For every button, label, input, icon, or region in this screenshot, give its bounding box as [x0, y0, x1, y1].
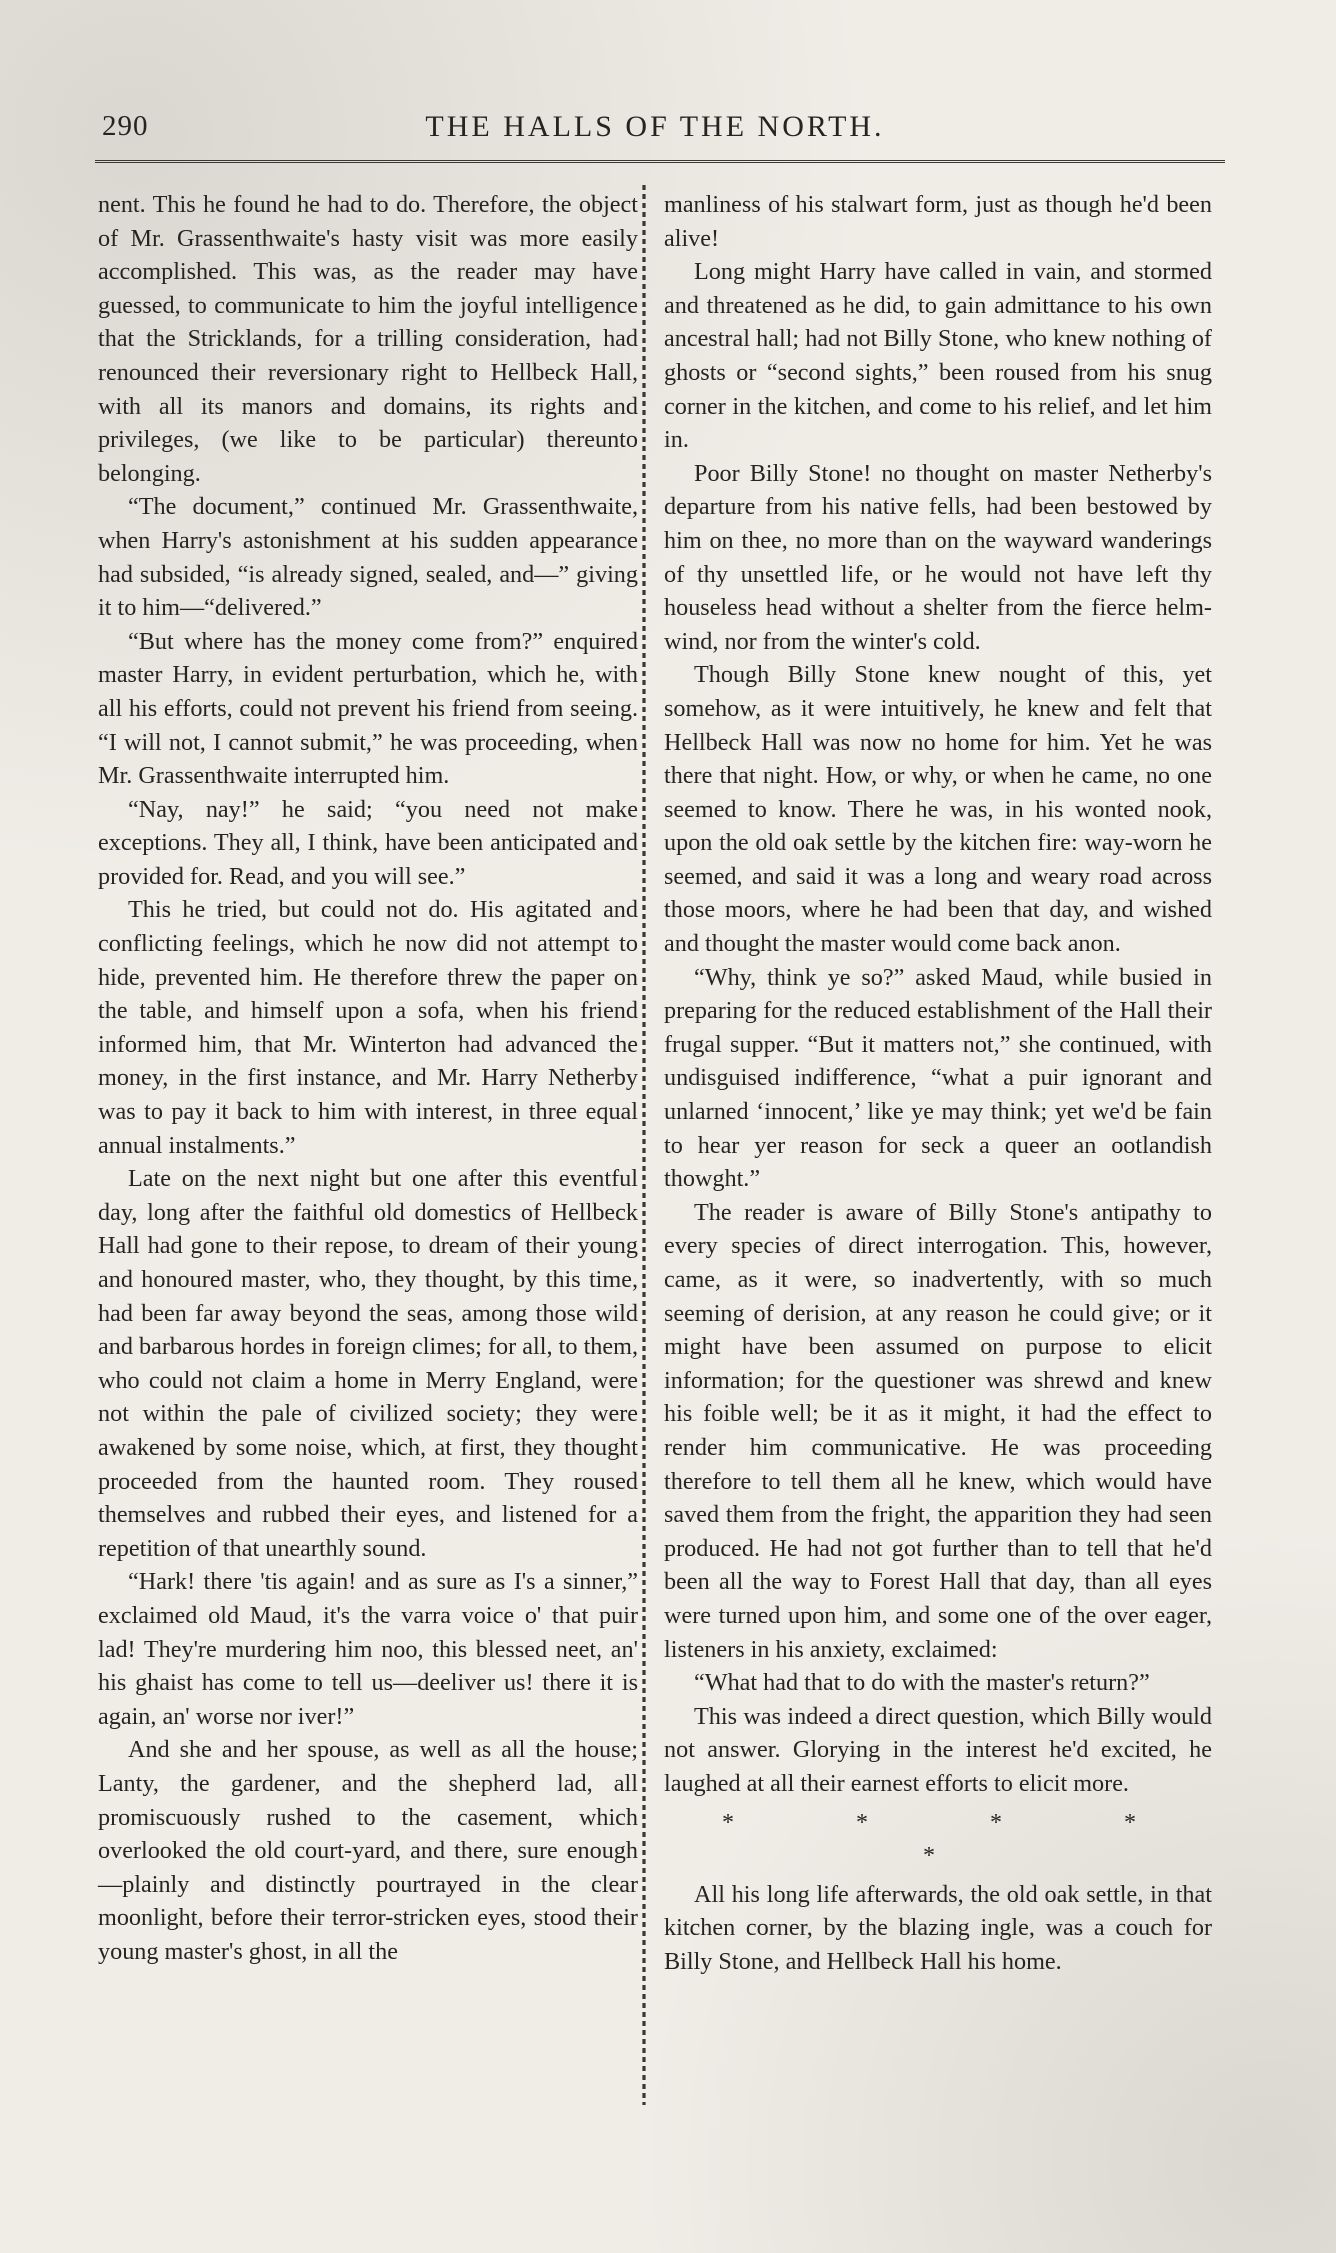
paragraph: Though Billy Stone knew nought of this, yet somehow, as it were intuitively, he knew and felt that Hellbeck Hall was now no home for him. Yet he was there that night. How, or why, or when he came, no one seemed to know. There he was, in his wonted nook, upon the old oak settle by the kitchen fire: way-worn he seemed, and said it was a long and weary road across those moors, where he had been that day, and wished and thought the master would come back anon.	[664, 661, 1212, 958]
page-header	[80, 110, 1230, 160]
header-rule	[95, 160, 1225, 163]
page-number: 290	[102, 110, 149, 142]
column-divider	[640, 185, 648, 2105]
paragraph: The reader is aware of Billy Stone's antipathy to every species of direct interrogation. This, however, came, as it were, so inadvertently, with so much seeming of derision, at any reason he could give; or it might have been assumed on purpose to elicit information; for the questioner was shrewd and knew his foible well; be it as it might, it had the effect to render him communicative. He was proceeding therefore to tell them all he knew, which would have saved them from the fright, the apparition they had seen produced. He had not got further than to tell that he'd been all the way to Forest Hall that day, than all eyes were turned upon him, and some one of the over eager, listeners in his anxiety, exclaimed:	[664, 1198, 1212, 1663]
section-separator: * * * * *	[722, 1809, 1194, 1870]
paragraph: “But where has the money come from?” enquired master Harry, in evident perturbation, which he, with all his efforts, could not prevent his friend from seeing. “I will not, I cannot submit,” he was proceeding, when Mr. Grassenthwaite interrupted him.	[98, 627, 638, 790]
paragraph: This was indeed a direct question, which Billy would not answer. Glorying in the interest he'd excited, he laughed at all their earnest efforts to elicit more.	[664, 1702, 1212, 1797]
paragraph: nent. This he found he had to do. Therefore, the object of Mr. Grassenthwaite's hasty visit was more easily accomplished. This was, as the reader may have guessed, to communicate to him the joyful intelligence that the Stricklands, for a trilling consideration, had renounced their reversionary right to Hellbeck Hall, with all its manors and domains, its rights and privileges, (we like to be particular) thereunto belonging.	[98, 191, 638, 487]
paragraph: Poor Billy Stone! no thought on master Netherby's departure from his native fells, had been bestowed by him on thee, no more than on the wayward wanderings of thy unsettled life, or he would not have left thy houseless head without a shelter from the fierce helm-wind, nor from the winter's cold.	[664, 459, 1212, 655]
paragraph: “Nay, nay!” he said; “you need not make exceptions. They all, I think, have been anticipated and provided for. Read, and you will see.”	[98, 795, 638, 890]
right-column	[664, 188, 1212, 1978]
paragraph: “Why, think ye so?” asked Maud, while busied in preparing for the reduced establishment of the Hall their frugal supper. “But it matters not,” she continued, with undisguised indifference, “what a puir ignorant and unlarned ‘innocent,’ like ye may think; yet we'd be fain to hear yer reason for seck a queer an ootlandish thowght.”	[664, 963, 1212, 1193]
paragraph: “What had that to do with the master's return?”	[694, 1669, 1150, 1697]
paragraph: “Hark! there 'tis again! and as sure as I's a sinner,” exclaimed old Maud, it's the varra voice o' that puir lad! They're murdering him noo, this blessed neet, an' his ghaist has come to tell us—deeliver us! there it is again, an' worse nor iver!”	[98, 1568, 638, 1730]
running-title: THE HALLS OF THE NORTH.	[425, 110, 885, 143]
paragraph: And she and her spouse, as well as all the house; Lanty, the gardener, and the shepherd lad, all promiscuously rushed to the casement, which overlooked the old court-yard, and there, sure enough—plainly and distinctly pourtrayed in the clear moonlight, before their terror-stricken eyes, stood their young master's ghost, in all the	[98, 1736, 638, 1965]
paragraph: “The document,” continued Mr. Grassenthwaite, when Harry's astonishment at his sudden appearance had subsided, “is already signed, sealed, and—” giving it to him—“delivered.”	[98, 493, 638, 622]
paragraph: Long might Harry have called in vain, and stormed and threatened as he did, to gain admittance to his own ancestral hall; had not Billy Stone, who knew nothing of ghosts or “second sights,” been roused from his snug corner in the kitchen, and come to his relief, and let him in.	[664, 258, 1212, 454]
paragraph: manliness of his stalwart form, just as though he'd been alive!	[664, 191, 1212, 252]
paragraph: Late on the next night but one after this eventful day, long after the faithful old domestics of Hellbeck Hall had gone to their repose, to dream of their young and honoured master, who, they thought, by this time, had been far away beyond the seas, among those wild and barbarous hordes in foreign climes; for all, to them, who could not claim a home in Merry England, were not within the pale of civilized society; they were awakened by some noise, which, at first, they thought proceeded from the haunted room. They roused themselves and rubbed their eyes, and listened for a repetition of that unearthly sound.	[98, 1165, 638, 1562]
paragraph: This he tried, but could not do. His agitated and conflicting feelings, which he now did not attempt to hide, prevented him. He therefore threw the paper on the table, and himself upon a sofa, when his friend informed him, that Mr. Winterton had advanced the money, in the first instance, and Mr. Harry Netherby was to pay it back to him with interest, in three equal annual instalments.”	[98, 896, 638, 1159]
left-column	[98, 188, 638, 1968]
final-paragraph: All his long life afterwards, the old oak settle, in that kitchen corner, by the blazing ingle, was a couch for Billy Stone, and Hellbeck Hall his home.	[664, 1880, 1212, 1975]
